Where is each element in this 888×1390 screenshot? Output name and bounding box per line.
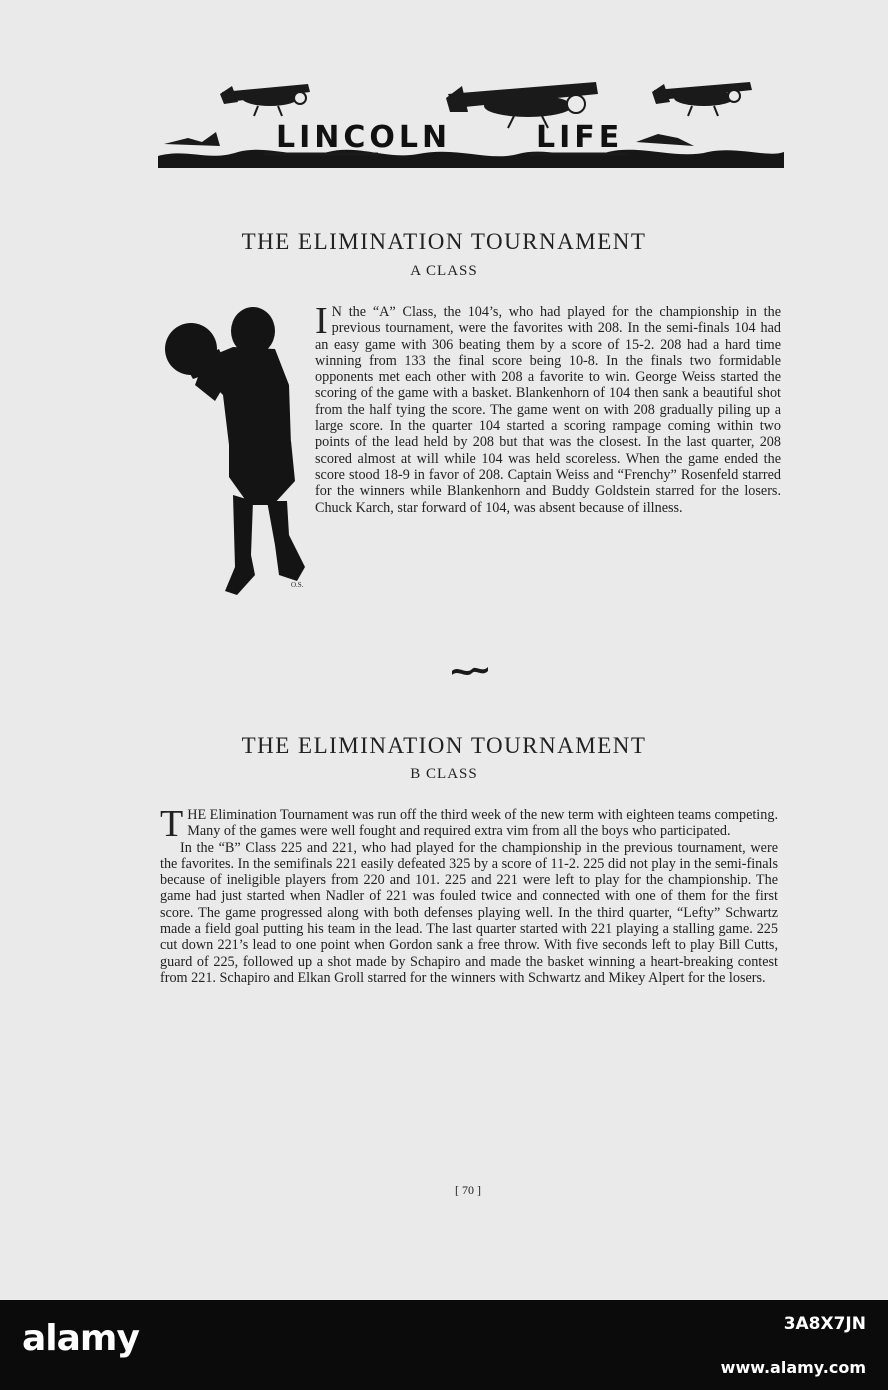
section-b-dropcap: T — [160, 803, 184, 845]
footer-url: www.alamy.com — [720, 1358, 866, 1377]
airplane-icon — [220, 84, 310, 116]
section-a-body — [315, 300, 781, 516]
section-b-para2: In the “B” Class 225 and 221, who had played for the championship in the previous tournament, were the favorites. In the semifinals 221 easily defeated 325 by a score of 11-2. 225 did not play in the semi-finals because of ineligible players from 220 and 101. 225 and 221 were left to play for the championship. The game had just started when Nadler of 221 was fouled twice and connected with one of them for the first score. The game progressed along with both defenses playing well. In the third quarter, “Lefty” Schwartz made a field goal putting his team in the lead. The last quarter started with 221 playing a stalling game. 225 cut down 221’s lead to one point when Gordon sank a free throw. With five seconds left to play Bill Cutts, guard of 225, followed up a shot made by Schapiro and made the basket winning a heart-breaking contest from 221. Schapiro and Elkan Groll starred for the winners with Schwartz and Mikey Alpert for the losers. — [160, 839, 778, 986]
banner-word-lincoln: LINCOLN — [276, 120, 452, 155]
airplane-icon — [652, 82, 752, 116]
artist-initials: O.S. — [291, 581, 304, 589]
section-b-subheading: B CLASS — [410, 766, 478, 782]
section-b-heading: THE ELIMINATION TOURNAMENT — [241, 733, 647, 758]
section-a-text: N the “A” Class, the 104’s, who had played for the championship in the previous tournament, were the favorites with 208. In the semi-finals 104 had an easy game with 306 beating them by a score of 15-2. 208 had a hard time winning from 133 the final score being 10-8. In the finals two formidable opponents met each other with 208 a favorite to win. George Weiss started the scoring of the game with a basket. Blankenhorn of 104 then sank a beautiful shot from the half tying the score. The game went on with 208 gradually piling up a large score. In the quarter 104 started a scoring rampage coming within two points of the lead held by 208 but that was the closest. In the last quarter, 208 scored almost at will while 104 was held scoreless. When the game ended the score stood 18-9 in favor of 208. Captain Weiss and “Frenchy” Rosenfeld starred for the winners while Blankenhorn and Buddy Goldstein starred for the losers. Chuck Karch, star forward of 104, was absent because of illness. — [315, 304, 781, 516]
basketball-player-figure — [163, 305, 313, 601]
alamy-logo: alamy — [22, 1318, 139, 1359]
image-id: 3A8X7JN — [783, 1314, 866, 1334]
section-b-para1: HE Elimination Tournament was run off the third week of the new term with eighteen teams competing. Many of the games were well fought and required extra vim from all the boys who participated. — [187, 807, 778, 840]
banner-word-life: LIFE — [536, 120, 624, 155]
section-a-heading: THE ELIMINATION TOURNAMENT — [241, 229, 647, 254]
banner — [158, 72, 784, 172]
basketball-player-icon — [163, 305, 313, 601]
banner-art — [158, 72, 784, 172]
stock-footer — [0, 1300, 888, 1390]
section-a-dropcap: I — [315, 300, 328, 342]
section-a-subheading: A CLASS — [410, 263, 478, 279]
section-b-body — [160, 803, 778, 986]
page-number: [ 70 ] — [455, 1183, 481, 1197]
ornament-icon — [450, 661, 490, 679]
